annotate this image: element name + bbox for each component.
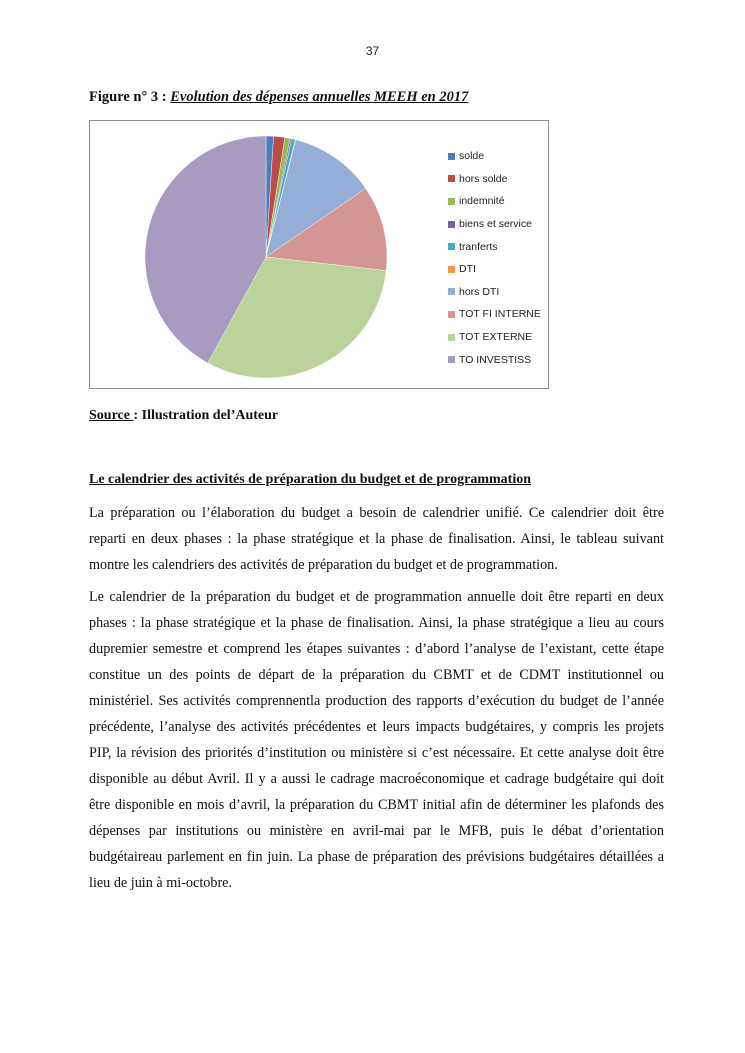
legend-label: DTI: [459, 263, 476, 276]
legend-label: biens et service: [459, 218, 532, 231]
legend-swatch-icon: [448, 266, 455, 273]
legend-swatch-icon: [448, 334, 455, 341]
section-heading: Le calendrier des activités de préparation du budget et de programmation: [89, 472, 532, 487]
legend-swatch-icon: [448, 153, 455, 160]
legend-label: TO INVESTISS: [459, 353, 532, 366]
legend-swatch-icon: [448, 288, 455, 295]
source-label: Source: [89, 408, 134, 423]
figure-label: Figure n° 3 :: [89, 89, 171, 105]
source-text: : Illustration del’Auteur: [133, 408, 279, 423]
legend-item: [448, 168, 541, 191]
legend-item: [448, 303, 541, 326]
paragraph: Le calendrier de la préparation du budget et de programmation annuelle doit être reparti en deux phases : la phase stratégique et la phase de finalisation. Ainsi, la phase stratégique a lieu au cours dupremier semestre et comprend les étapes suivantes : d’abord l’analyse de l’existant, cette étape constitue un des points de départ de la préparation du CBMT et de CDMT institutionnel ou ministériel. Ses activités comprennentla production des rapports d’exécution du budget de l’année précédente, l’analyse des activités précédentes et leurs impacts budgétaires, y compris les projets PIP, la révision des priorités d’institution ou ministère si c’est nécessaire. Et cette analyse doit être disponible au début Avril. Il y a aussi le cadrage macroéconomique et cadrage budgétaire qui doit être disponible en mois d’avril, la préparation du CBMT initial afin de déterminer les plafonds des dépenses par institutions ou ministère en avril-mai par le MFB, puis le débat d’orientation budgétaireau parlement en fin juin. La phase de préparation des prévisions budgétaires détaillées a lieu de juin à mi-octobre.: [89, 589, 664, 891]
legend-item: [448, 145, 541, 168]
page-number: 37: [365, 44, 380, 58]
legend-swatch-icon: [448, 198, 455, 205]
legend-item: [448, 326, 541, 349]
legend-swatch-icon: [448, 243, 455, 250]
chart-legend: [448, 145, 541, 371]
pie-chart: [89, 120, 549, 389]
legend-swatch-icon: [448, 175, 455, 182]
paragraph: La préparation ou l’élaboration du budget a besoin de calendrier unifié. Ce calendrier doit être reparti en deux phases : la phase stratégique et la phase de finalisation. Ainsi, le tableau suivant montre les calendriers des activités de préparation du budget et de programmation.: [89, 505, 664, 573]
legend-label: TOT FI INTERNE: [459, 308, 541, 321]
figure-title: Evolution des dépenses annuelles MEEH en 2017: [170, 89, 469, 105]
legend-swatch-icon: [448, 221, 455, 228]
legend-item: [448, 281, 541, 304]
legend-label: solde: [459, 150, 485, 163]
pie-plot: [142, 133, 392, 383]
legend-label: hors DTI: [459, 285, 500, 298]
legend-label: TOT EXTERNE: [459, 331, 533, 344]
legend-item: [448, 348, 541, 371]
legend-label: hors solde: [459, 172, 508, 185]
legend-label: tranferts: [459, 240, 498, 253]
legend-item: [448, 235, 541, 258]
legend-label: indemnité: [459, 195, 505, 208]
figure-source: [89, 408, 278, 424]
legend-swatch-icon: [448, 356, 455, 363]
legend-item: [448, 213, 541, 236]
legend-item: [448, 190, 541, 213]
legend-swatch-icon: [448, 311, 455, 318]
figure-caption: [89, 89, 468, 106]
legend-item: [448, 258, 541, 281]
